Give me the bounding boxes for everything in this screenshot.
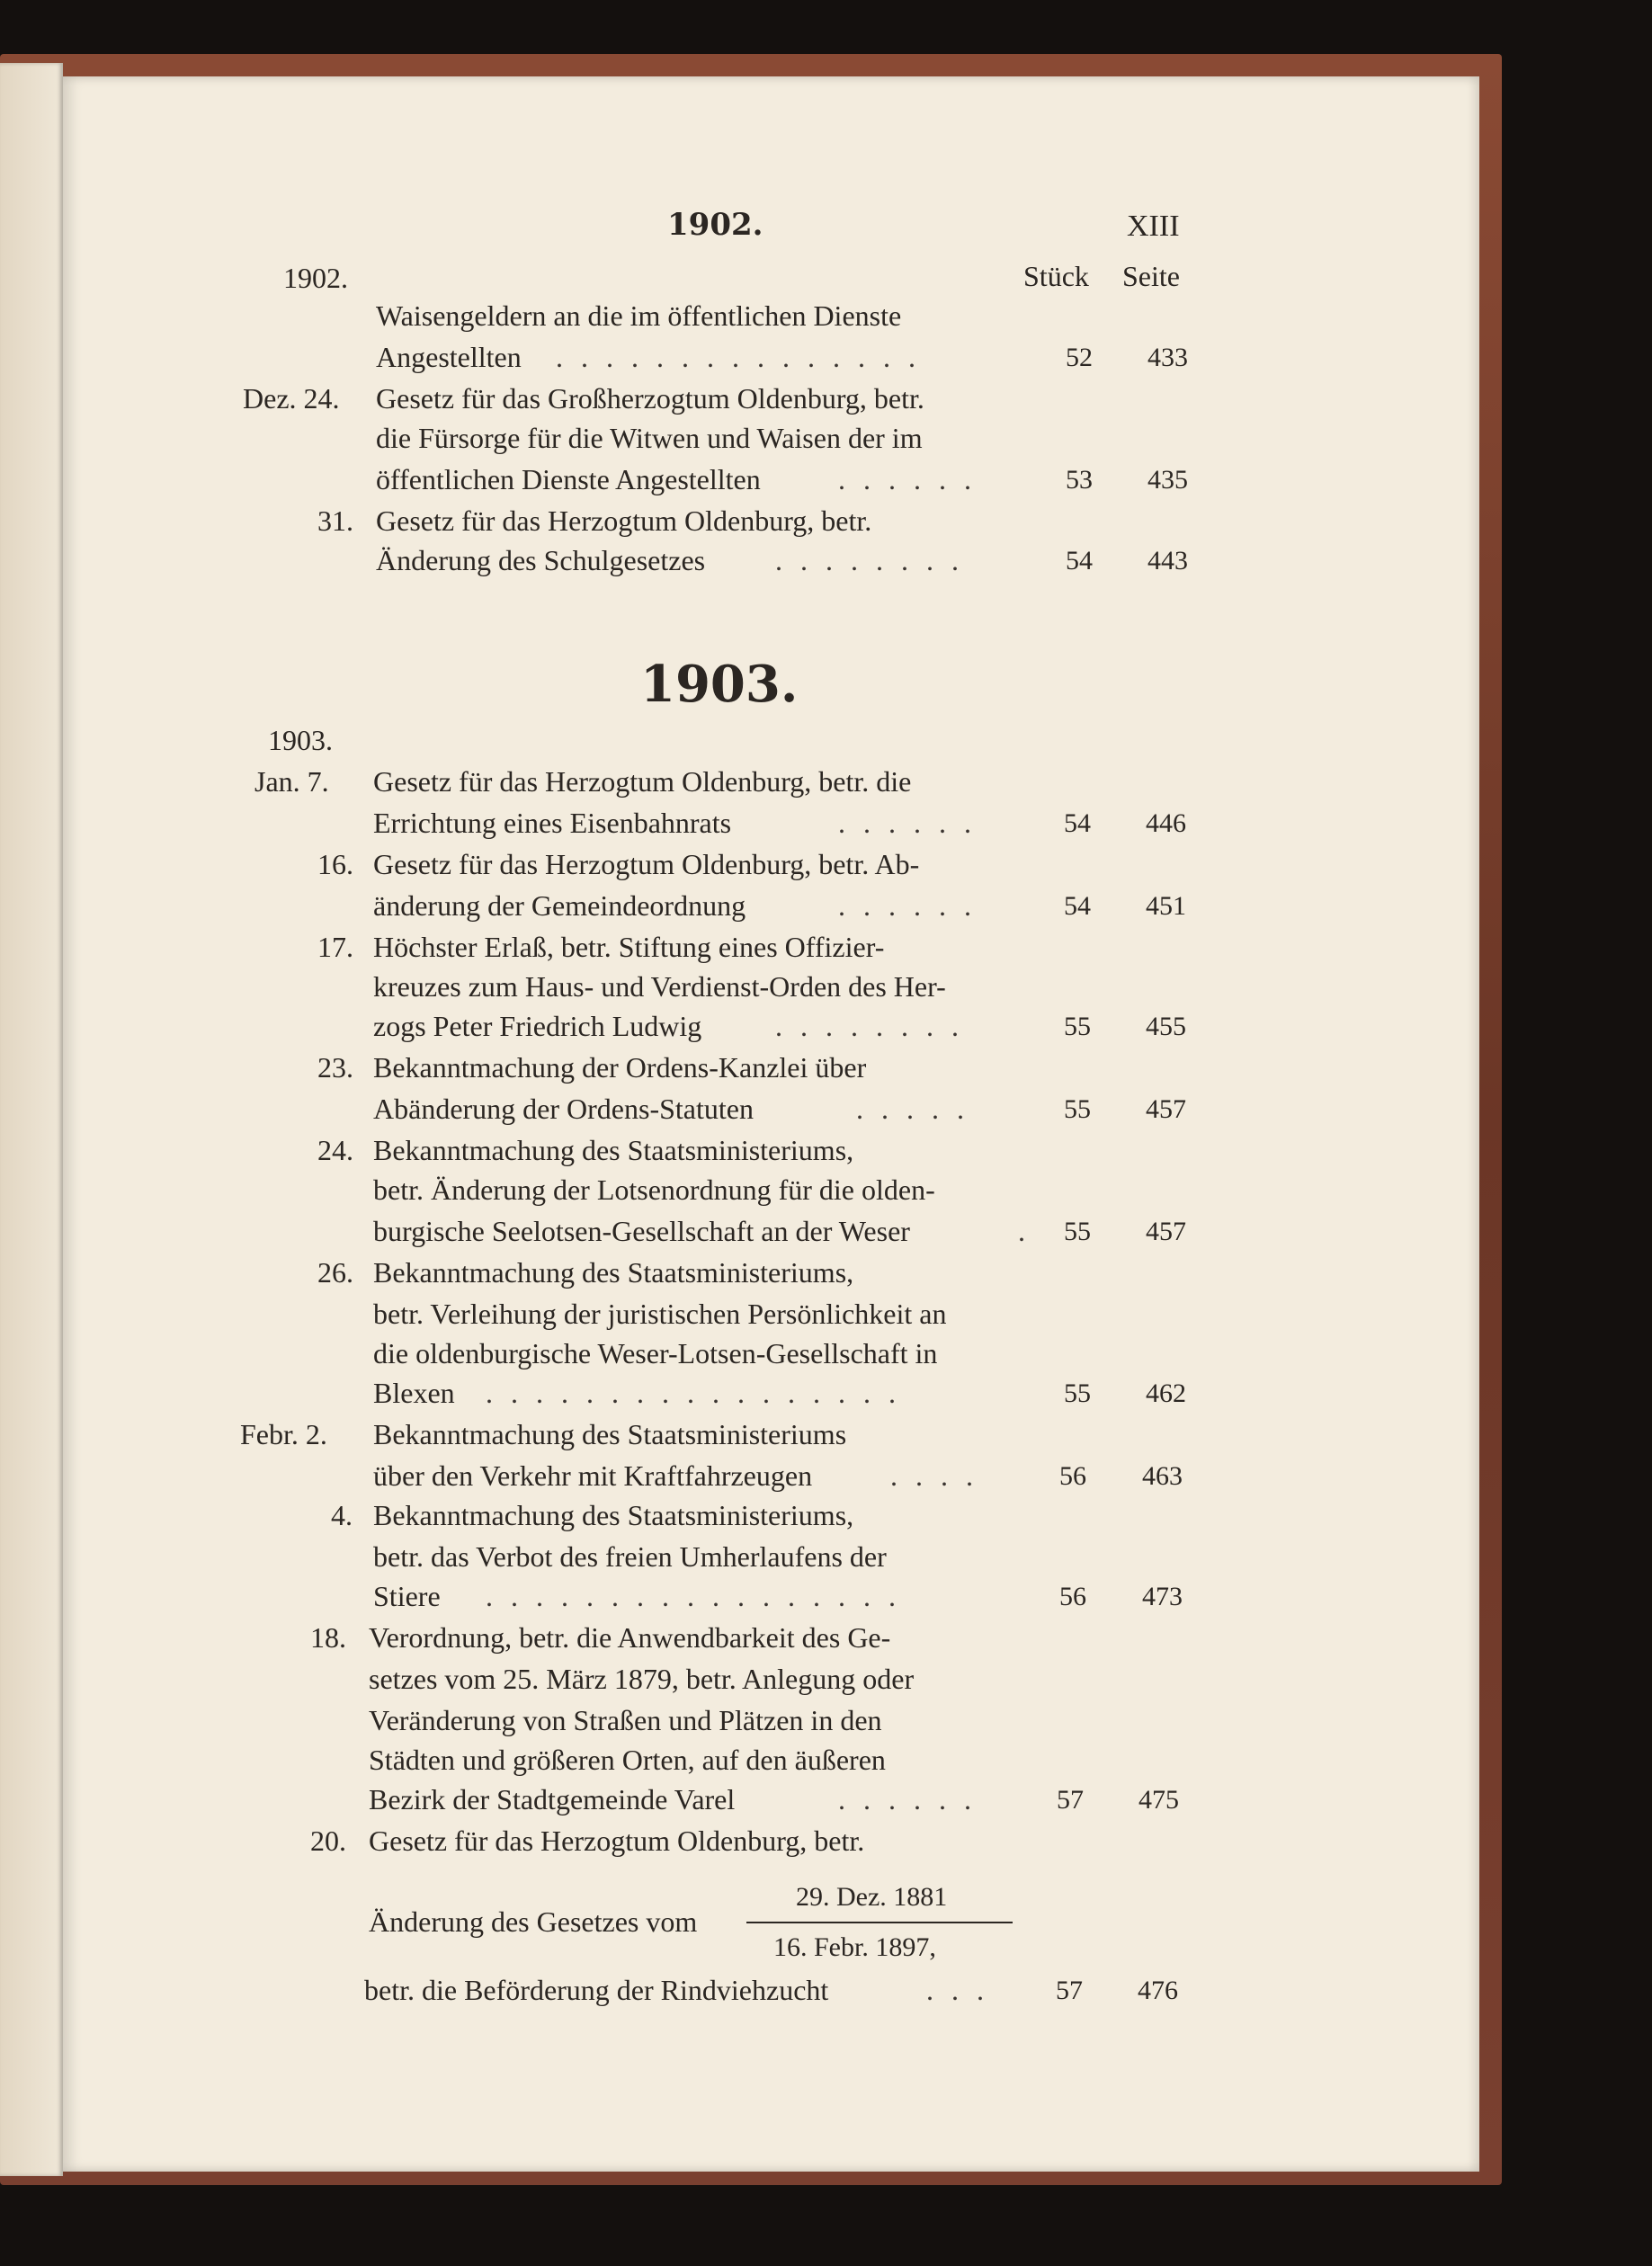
stueck-value: 54	[1064, 808, 1091, 838]
stueck-value: 55	[1064, 1217, 1091, 1246]
leader-dots: . . . . . . . .	[775, 544, 964, 576]
section-heading-1903: 1903.	[640, 655, 799, 714]
entry-line: burgische Seelotsen-Gesellschaft an der Weser	[373, 1215, 910, 1247]
seite-value: 462	[1146, 1378, 1186, 1408]
entry-date: 31.	[317, 504, 353, 537]
stueck-value: 54	[1066, 546, 1093, 575]
entry-date: 16.	[317, 848, 353, 880]
leader-dots: . . . . . . . . . . . . . . . . .	[486, 1580, 901, 1612]
entry-line: betr. Verleihung der juristischen Persönlichkeit an	[373, 1298, 947, 1330]
seite-value: 463	[1142, 1461, 1183, 1491]
seite-value: 476	[1138, 1976, 1178, 2005]
stueck-value: 55	[1064, 1378, 1091, 1408]
fraction-bar	[746, 1922, 1013, 1923]
leader-dots: . . . . . . . . . . . . . . .	[556, 341, 921, 373]
entry-line: Gesetz für das Herzogtum Oldenburg, betr.	[376, 504, 872, 537]
entry-line: änderung der Gemeindeordnung	[373, 889, 746, 922]
stueck-value: 56	[1059, 1582, 1086, 1611]
entry-line: die Fürsorge für die Witwen und Waisen der im	[376, 422, 923, 454]
entry-line: Stiere	[373, 1580, 441, 1612]
seite-value: 457	[1146, 1217, 1186, 1246]
entry-line: über den Verkehr mit Kraftfahrzeugen	[373, 1459, 813, 1492]
entry-line: Bekanntmachung der Ordens-Kanzlei über	[373, 1051, 867, 1084]
entry-date: 26.	[317, 1256, 353, 1289]
seite-value: 473	[1142, 1582, 1183, 1611]
entry-line: betr. das Verbot des freien Umherlaufens der	[373, 1540, 887, 1573]
seite-value: 443	[1147, 546, 1188, 575]
entry-date: 18.	[310, 1621, 346, 1654]
entry-line: Gesetz für das Herzogtum Oldenburg, betr. Ab-	[373, 848, 920, 880]
entry-line: Bekanntmachung des Staatsministeriums	[373, 1418, 847, 1450]
stueck-value: 56	[1059, 1461, 1086, 1491]
facing-page-edge	[0, 63, 63, 2176]
entry-line: die oldenburgische Weser-Lotsen-Gesellschaft in	[373, 1337, 938, 1369]
year-label-1903: 1903.	[268, 724, 333, 756]
seite-value: 433	[1147, 343, 1188, 372]
entry-line: Städten und größeren Orten, auf den äußeren	[369, 1744, 886, 1776]
entry-date: 24.	[317, 1134, 353, 1166]
entry-line: betr. die Beförderung der Rindviehzucht	[364, 1974, 829, 2006]
entry-date: Febr. 2.	[240, 1418, 327, 1450]
entry-line: Angestellten	[376, 341, 522, 373]
entry-date: 17.	[317, 931, 353, 963]
stueck-value: 52	[1066, 343, 1093, 372]
entry-line: Bekanntmachung des Staatsministeriums,	[373, 1499, 854, 1531]
entry-line: öffentlichen Dienste Angestellten	[376, 463, 761, 495]
entry-date: Jan. 7.	[254, 765, 329, 798]
leader-dots: . . . . . . . . . . . . . . . . .	[486, 1377, 901, 1409]
seite-value: 446	[1146, 808, 1186, 838]
year-label-1902: 1902.	[283, 262, 348, 294]
leader-dots: . . . . . .	[838, 463, 977, 495]
entry-line: Gesetz für das Herzogtum Oldenburg, betr. die	[373, 765, 912, 798]
leader-dots: . . . . .	[856, 1093, 969, 1125]
fraction-numerator: 29. Dez. 1881	[796, 1882, 948, 1912]
entry-line: Verordnung, betr. die Anwendbarkeit des Ge-	[369, 1621, 891, 1654]
leader-dots: . . .	[926, 1974, 989, 2006]
seite-value: 455	[1146, 1012, 1186, 1041]
entry-line: Blexen	[373, 1377, 455, 1409]
seite-value: 475	[1139, 1785, 1179, 1815]
leader-dots: . . . . . .	[838, 1783, 977, 1815]
entry-line: Bekanntmachung des Staatsministeriums,	[373, 1134, 854, 1166]
leader-dots: . . . . . .	[838, 807, 977, 839]
entry-date: 23.	[317, 1051, 353, 1084]
fraction-denominator: 16. Febr. 1897,	[773, 1932, 936, 1962]
entry-line: Waisengeldern an die im öffentlichen Dienste	[376, 299, 902, 332]
seite-value: 435	[1147, 465, 1188, 495]
stueck-value: 57	[1056, 1976, 1083, 2005]
seite-value: 457	[1146, 1094, 1186, 1124]
stueck-value: 53	[1066, 465, 1093, 495]
column-stueck: Stück	[1023, 260, 1089, 292]
entry-line: Gesetz für das Herzogtum Oldenburg, betr.	[369, 1824, 865, 1857]
stueck-value: 55	[1064, 1012, 1091, 1041]
stueck-value: 57	[1057, 1785, 1084, 1815]
stueck-value: 55	[1064, 1094, 1091, 1124]
entry-date: 4.	[331, 1499, 353, 1531]
leader-dots: . . . . . . . .	[775, 1010, 964, 1042]
stueck-value: 54	[1064, 891, 1091, 921]
entry-line: Veränderung von Straßen und Plätzen in den	[369, 1704, 882, 1736]
entry-line: Änderung des Schulgesetzes	[376, 544, 706, 576]
book-page	[63, 76, 1479, 2172]
entry-date: Dez. 24.	[243, 382, 340, 415]
entry-line: Änderung des Gesetzes vom	[369, 1905, 698, 1938]
entry-date: 20.	[310, 1824, 346, 1857]
running-header-year: 1902.	[667, 207, 763, 243]
column-seite: Seite	[1122, 260, 1180, 292]
entry-line: Errichtung eines Eisenbahnrats	[373, 807, 732, 839]
entry-line: zogs Peter Friedrich Ludwig	[373, 1010, 702, 1042]
entry-line: Bekanntmachung des Staatsministeriums,	[373, 1256, 854, 1289]
page-number-roman: XIII	[1127, 210, 1180, 243]
entry-line: Gesetz für das Großherzogtum Oldenburg, betr.	[376, 382, 924, 415]
entry-line: Höchster Erlaß, betr. Stiftung eines Offizier-	[373, 931, 885, 963]
entry-line: Abänderung der Ordens-Statuten	[373, 1093, 754, 1125]
leader-dots: .	[1018, 1215, 1031, 1247]
leader-dots: . . . .	[890, 1459, 978, 1492]
entry-line: Bezirk der Stadtgemeinde Varel	[369, 1783, 736, 1815]
entry-line: setzes vom 25. März 1879, betr. Anlegung oder	[369, 1663, 915, 1695]
entry-line: betr. Änderung der Lotsenordnung für die olden-	[373, 1173, 935, 1206]
leader-dots: . . . . . .	[838, 889, 977, 922]
entry-line: kreuzes zum Haus- und Verdienst-Orden des Her-	[373, 970, 946, 1003]
seite-value: 451	[1146, 891, 1186, 921]
